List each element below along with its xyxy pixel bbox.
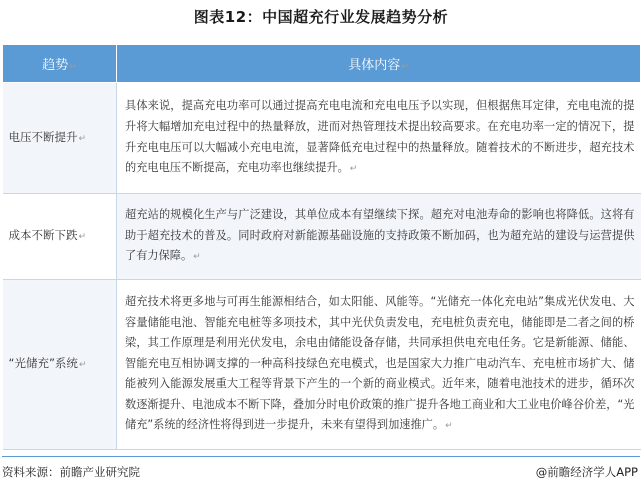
table-row — [3, 280, 641, 450]
row-content-text: 具体来说，提高充电功率可以通过提高充电电流和充电电压予以实现，但根据焦耳定律，充电电流的提升将大幅增加充电过程中的热量释放，进而对热管理技术提出较高要求。在充电功率一定的情况下，提升充电电压可以大幅减小充电电流，显著降低充电过程中的热量释放。随着技术的不断进步，超充技术的充电电压不断提高，充电功率也继续提升。↵ — [117, 83, 641, 194]
footer-divider — [2, 456, 640, 457]
row-content-text: 超充站的规模化生产与广泛建设，其单位成本有望继续下探。超充对电池寿命的影响也将降低。这将有助于超充技术的普及。同时政府对新能源基础设施的支持政策不断加码，也为超充站的建设与运营提供了有力保障。↵ — [117, 194, 641, 280]
row-trend-label: 电压不断提升↵ — [3, 83, 117, 194]
table-row — [3, 83, 641, 194]
table-header-row — [3, 45, 641, 83]
row-content-text: 超充技术将更多地与可再生能源相结合，如太阳能、风能等。“光储充一体化充电站”集成光伏发电、大容量储能电池、智能充电桩等多项技术，其中光伏负责发电，充电桩负责充电，储能即是二者之间的桥梁，其工作原理是利用光伏发电，余电由储能设备存储，共同承担供电充电任务。它是新能源、储能、智能充电互相协调支撑的一种高科技绿色充电模式，也是国家大力推广电动汽车、充电桩市场扩大、储能被列入能源发展重大工程等背景下产生的一个新的商业模式。近年来，随着电池技术的进步，循环次数逐渐提升、电池成本不断下降，叠加分时电价政策的推广提升各地工商业和大工业电价峰谷价差，“光储充”系统的经济性将得到进一步提升，未来有望得到加速推广。↵ — [117, 280, 641, 450]
header-trend: 趋势↵ — [3, 45, 117, 83]
header-content: 具体内容↵ — [117, 45, 641, 83]
trend-table — [2, 44, 641, 450]
row-trend-label: 成本不断下跌↵ — [3, 194, 117, 280]
source-note: 资料来源：前瞻产业研究院 — [2, 465, 140, 479]
brand-credit: @前瞻经济学人APP — [535, 465, 638, 479]
table-row — [3, 194, 641, 280]
figure-title: 图表12：中国超充行业发展趋势分析 — [193, 8, 449, 26]
row-trend-label: “光储充”系统↵ — [3, 280, 117, 450]
